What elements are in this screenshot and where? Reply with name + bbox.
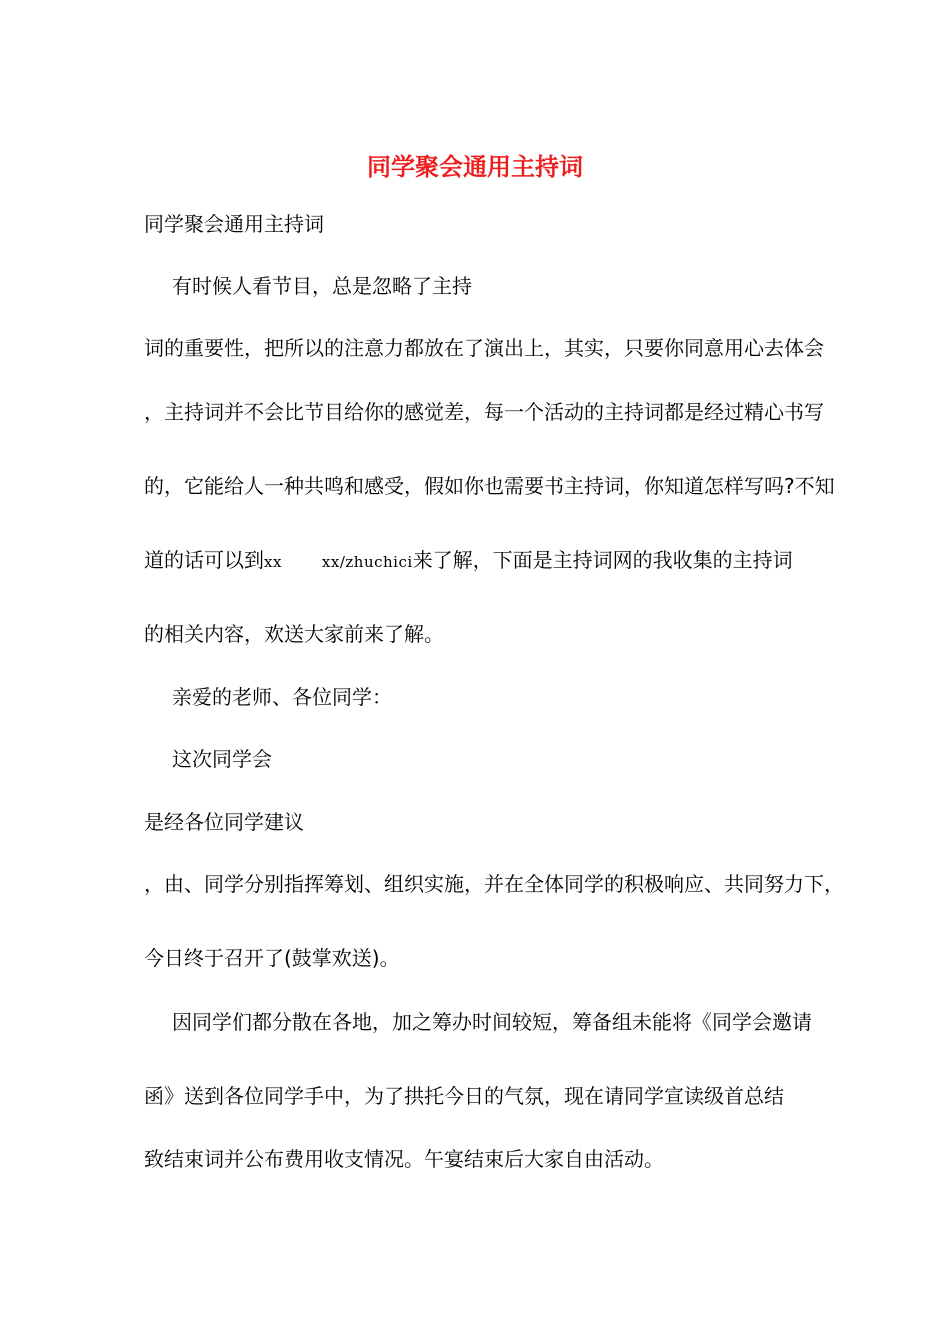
paragraph-line: 词的重要性，把所以的注意力都放在了演出上，其实，只要你同意用心去体会 bbox=[144, 336, 824, 360]
document-title: 同学聚会通用主持词 bbox=[367, 152, 583, 181]
paragraph-line: 这次同学会 bbox=[172, 747, 272, 771]
paragraph-line: 有时候人看节目，总是忽略了主持 bbox=[172, 274, 472, 298]
paragraph-line: ，由、同学分别指挥筹划、组织实施，并在全体同学的积极响应、共同努力下， bbox=[144, 872, 844, 896]
subtitle: 同学聚会通用主持词 bbox=[144, 212, 324, 236]
url-part-b: xx/zhuchici bbox=[321, 553, 413, 571]
paragraph-line: 函》送到各位同学手中，为了拱托今日的气氛，现在请同学宣读级首总结 bbox=[144, 1084, 784, 1108]
paragraph-line: 今日终于召开了(鼓掌欢送)。 bbox=[144, 946, 400, 970]
paragraph-line: 因同学们都分散在各地，加之筹办时间较短，筹备组未能将《同学会邀请 bbox=[172, 1010, 812, 1034]
paragraph-line-with-url bbox=[144, 546, 793, 576]
paragraph-line: 的相关内容，欢送大家前来了解。 bbox=[144, 622, 444, 646]
greeting: 亲爱的老师、各位同学： bbox=[172, 685, 392, 709]
paragraph-line: 致结束词并公布费用收支情况。午宴结束后大家自由活动。 bbox=[144, 1147, 664, 1171]
paragraph-line: 是经各位同学建议 bbox=[144, 810, 304, 834]
paragraph-line: 的，它能给人一种共鸣和感受，假如你也需要书主持词，你知道怎样写吗?不知 bbox=[144, 474, 835, 498]
text-before-url: 道的话可以到 bbox=[144, 548, 264, 572]
text-after-url: 来了解，下面是主持词网的我收集的主持词 bbox=[412, 548, 793, 572]
url-part-a: xx bbox=[264, 553, 282, 571]
paragraph-line: ，主持词并不会比节目给你的感觉差，每一个活动的主持词都是经过精心书写 bbox=[144, 400, 824, 424]
